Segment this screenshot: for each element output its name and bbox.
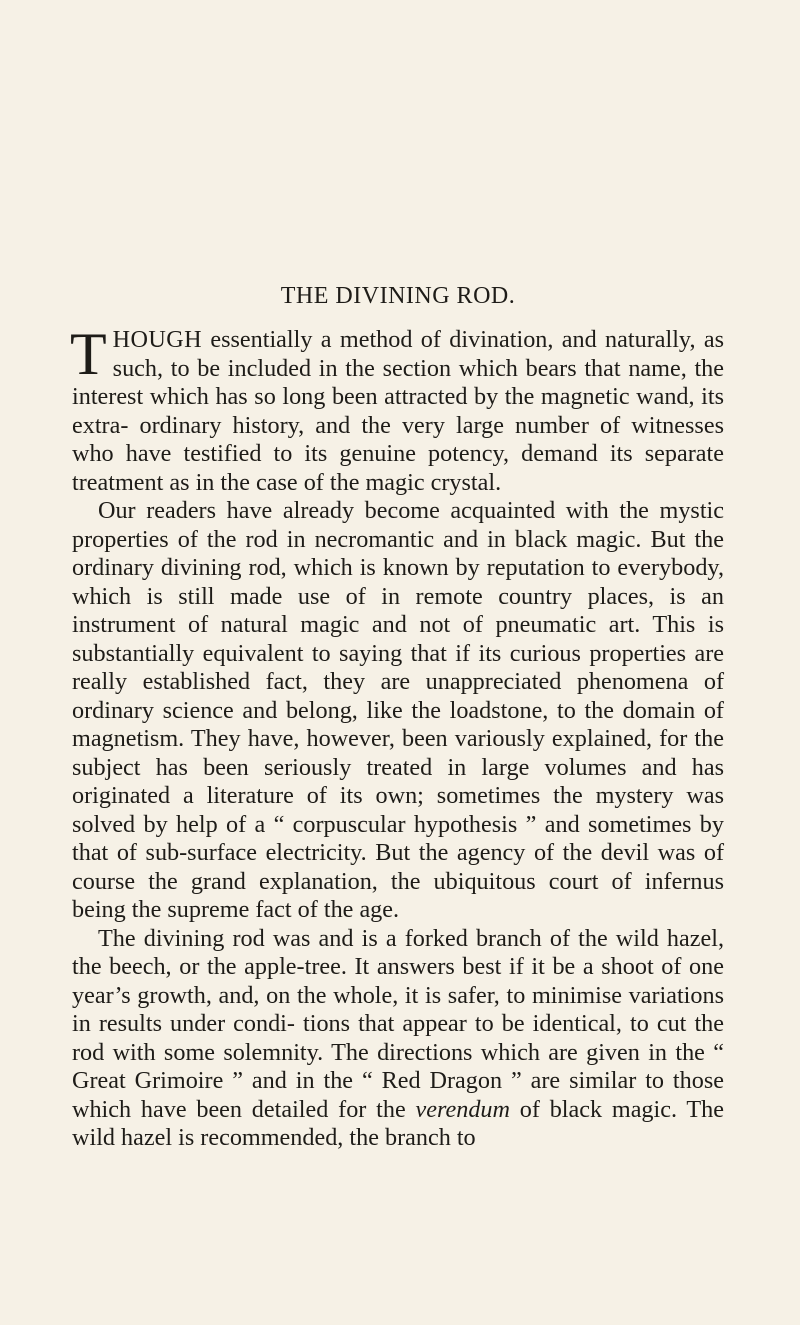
chapter-title: THE DIVINING ROD. [280, 283, 516, 309]
drop-cap: T [70, 321, 107, 387]
book-page [72, 284, 724, 1153]
paragraph-3 [72, 925, 724, 1153]
paragraph-2: Our readers have already become acquainted with the mystic properties of the rod in necromantic and in black magic. But the ordinary divining rod, which is known by reputation to everybody, which is still made use of in remote country places, is an instrument of natural magic and not of pneumatic art. This is substantially equivalent to saying that if its curious properties are really established fact, they are unappreciated phenomena of ordinary science and belong, like the loadstone, to the domain of magnetism. They have, however, been variously explained, for the subject has been seriously treated in large volumes and has originated a literature of its own; sometimes the mystery was solved by help of a “ corpuscular hypothesis ” and sometimes by that of sub-surface electricity. But the agency of the devil was of course the grand explanation, the ubiquitous court of infernus being the supreme fact of the age. [72, 497, 724, 923]
paragraph-3-text-after: of black magic. The wild hazel is recommended, the branch to [72, 1095, 724, 1151]
lead-word: HOUGH [112, 326, 202, 353]
paragraph-1 [70, 321, 724, 497]
paragraph-3-text-before: The divining rod was and is a forked branch of the wild hazel, the beech, or the apple-tree. It answers best if it be a shoot of one year’s growth, and, on the whole, it is safer, to minimise variations in results under condi- tions that appear to be identical, to cut the rod with some solemnity. The directions which are given in the “ Great Grimoire ” and in the “ Red Dragon ” are similar to those which have been detailed for the [72, 924, 724, 1123]
paragraph-1-text: essentially a method of divination, and naturally, as such, to be included in the section which bears that name, the interest which has so long been attracted by the magnetic wand, its extra- ordinary history, and the very large number of witnesses who have testified to its genuine potency, demand its separate treatment as in the case of the magic crystal. [72, 326, 724, 496]
italic-term: verendum [415, 1095, 510, 1123]
